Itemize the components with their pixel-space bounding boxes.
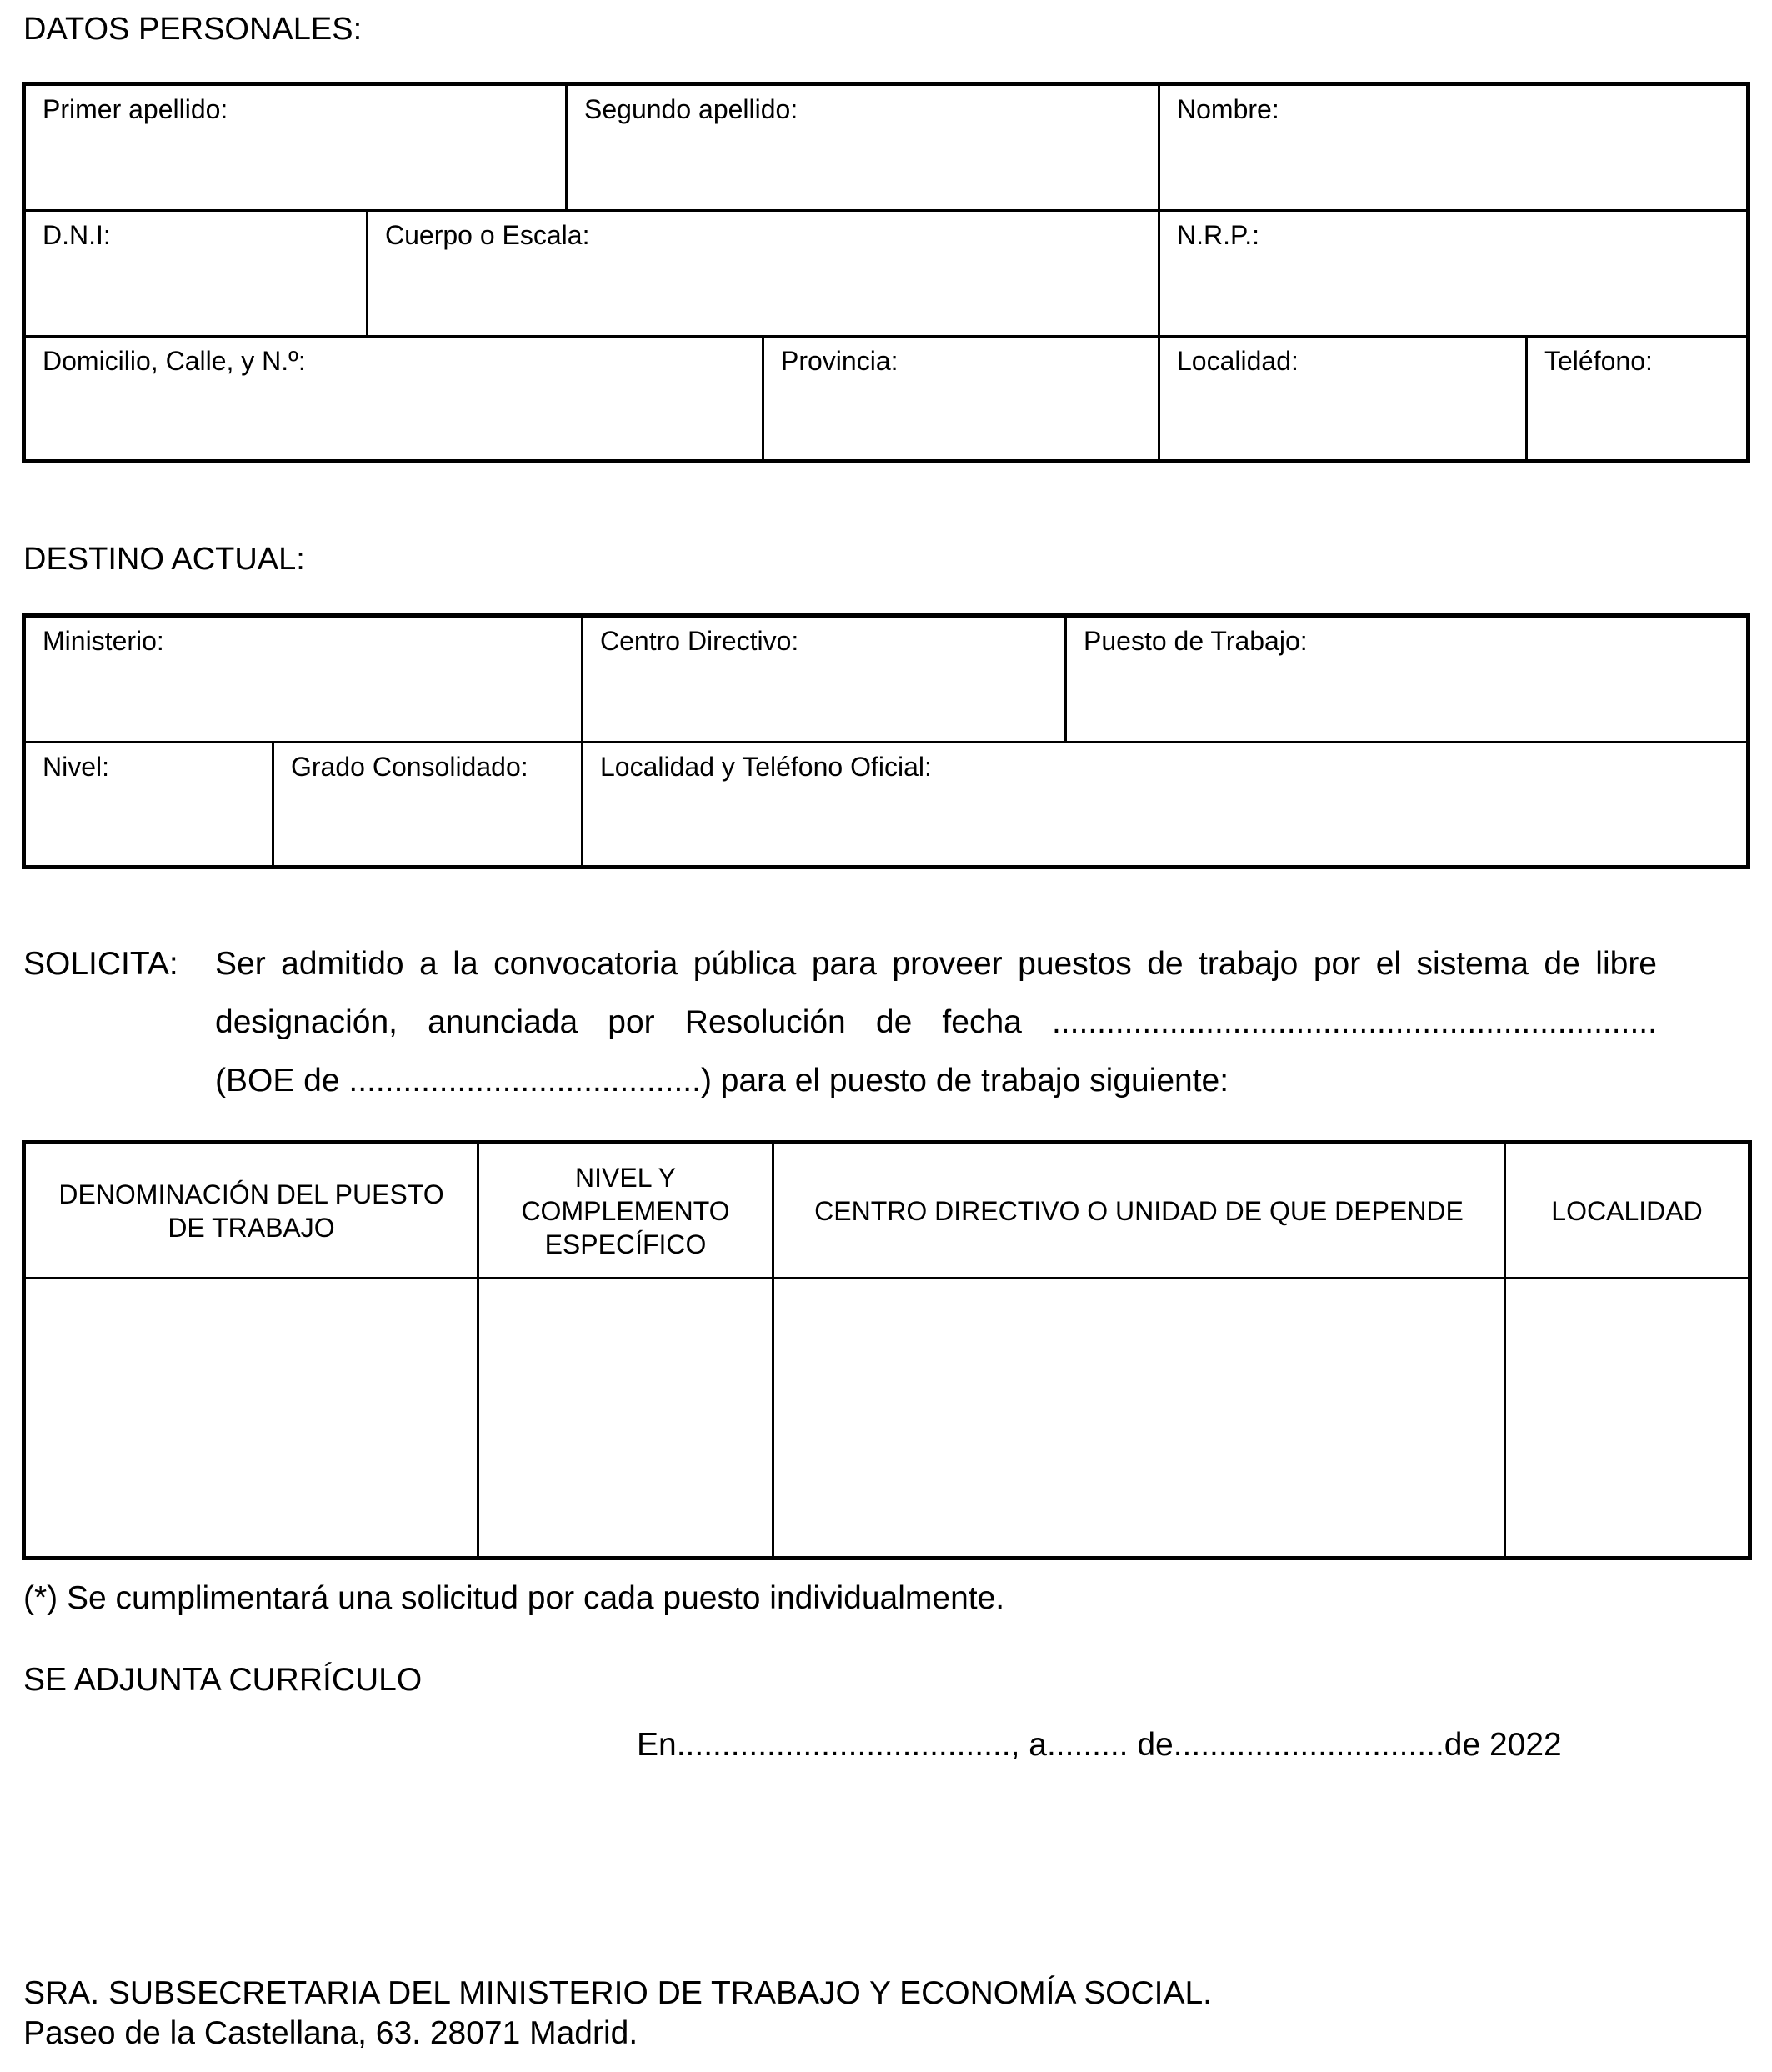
input-centro-directivo[interactable] (774, 1279, 1506, 1556)
input-localidad[interactable] (1506, 1279, 1748, 1556)
field-label: Nombre: (1177, 94, 1279, 124)
solicita-line-1-text: Ser admitido a la convocatoria pública para proveer puestos de trabajo por el sistema de libre (215, 946, 1657, 982)
header-line: ESPECÍFICO (544, 1229, 707, 1259)
header-line: LOCALIDAD (1551, 1195, 1703, 1226)
field-localidad[interactable] (1160, 338, 1528, 459)
destino-row-2 (26, 743, 1746, 865)
place-date-line[interactable]: En....................................., a......... de..............................de 2022 (637, 1727, 1562, 1763)
solicita-word: fecha (942, 1004, 1022, 1040)
field-label: Provincia: (781, 346, 899, 376)
addressee-line-1: SRA. SUBSECRETARIA DEL MINISTERIO DE TRABAJO Y ECONOMÍA SOCIAL. (23, 1975, 1213, 2011)
field-puesto-trabajo[interactable] (1067, 618, 1746, 741)
header-line: DENOMINACIÓN DEL PUESTO (58, 1179, 444, 1209)
field-label: Segundo apellido: (584, 94, 798, 124)
field-telefono[interactable] (1528, 338, 1746, 459)
field-cuerpo-escala[interactable] (368, 212, 1160, 335)
field-label: N.R.P.: (1177, 220, 1259, 250)
field-dni[interactable] (26, 212, 368, 335)
personal-row-2 (26, 212, 1746, 338)
solicita-line-3: (BOE de .......................................) para el puesto de trabajo siguiente: (215, 1063, 1229, 1099)
field-provincia[interactable] (764, 338, 1160, 459)
field-nivel[interactable] (26, 743, 274, 865)
field-label: Puesto de Trabajo: (1084, 626, 1308, 656)
field-nombre[interactable] (1160, 86, 1746, 209)
field-domicilio[interactable] (26, 338, 764, 459)
field-localidad-telefono-oficial[interactable] (583, 743, 1746, 865)
destino-row-1 (26, 618, 1746, 743)
header-line: NIVEL Y (575, 1162, 676, 1193)
field-ministerio[interactable] (26, 618, 583, 741)
solicita-word: anunciada (428, 1004, 578, 1040)
field-label: Cuerpo o Escala: (385, 220, 590, 250)
personal-row-1 (26, 86, 1746, 212)
field-grado-consolidado[interactable] (274, 743, 583, 865)
field-nrp[interactable] (1160, 212, 1746, 335)
puesto-body-row (26, 1279, 1748, 1556)
input-denominacion[interactable] (26, 1279, 479, 1556)
field-label: Grado Consolidado: (291, 752, 528, 782)
col-header-centro-directivo (774, 1144, 1506, 1277)
addressee-line-2: Paseo de la Castellana, 63. 28071 Madrid. (23, 2015, 638, 2051)
solicita-label: SOLICITA: (23, 946, 178, 982)
field-label: Primer apellido: (43, 94, 228, 124)
resolution-date-blank[interactable]: ................................................................... (1051, 1004, 1657, 1040)
field-label: Nivel: (43, 752, 110, 782)
field-segundo-apellido[interactable] (568, 86, 1160, 209)
solicita-word: por (608, 1004, 655, 1040)
solicita-line-1 (215, 935, 1657, 993)
field-label: Localidad: (1177, 346, 1299, 376)
puesto-header-row (26, 1144, 1748, 1279)
input-nivel-complemento[interactable] (479, 1279, 774, 1556)
solicita-paragraph (215, 935, 1657, 1110)
field-label: Localidad y Teléfono Oficial: (600, 752, 932, 782)
solicita-word: Resolución (684, 1004, 846, 1040)
col-header-denominacion (26, 1144, 479, 1277)
puesto-table (22, 1140, 1752, 1560)
field-label: Centro Directivo: (600, 626, 799, 656)
destino-table (22, 613, 1750, 869)
solicita-word: designación, (215, 1004, 398, 1040)
personal-row-3 (26, 338, 1746, 459)
field-label: D.N.I: (43, 220, 111, 250)
header-line: DE TRABAJO (168, 1212, 335, 1243)
header-line: CENTRO DIRECTIVO O UNIDAD DE QUE DEPENDE (814, 1195, 1464, 1226)
se-adjunta-curriculo: SE ADJUNTA CURRÍCULO (23, 1662, 423, 1698)
field-label: Teléfono: (1544, 346, 1653, 376)
field-label: Domicilio, Calle, y N.º: (43, 346, 306, 376)
section-heading-destino-actual: DESTINO ACTUAL: (23, 542, 305, 577)
footnote: (*) Se cumplimentará una solicitud por cada puesto individualmente. (23, 1580, 1005, 1616)
section-heading-datos-personales: DATOS PERSONALES: (23, 12, 363, 47)
solicita-line-2 (215, 993, 1657, 1052)
col-header-nivel-complemento (479, 1144, 774, 1277)
field-label: Ministerio: (43, 626, 164, 656)
solicita-word: de (875, 1004, 913, 1040)
field-centro-directivo[interactable] (583, 618, 1067, 741)
field-primer-apellido[interactable] (26, 86, 568, 209)
header-line: COMPLEMENTO (521, 1195, 730, 1226)
personal-data-table (22, 82, 1750, 463)
col-header-localidad (1506, 1144, 1748, 1277)
